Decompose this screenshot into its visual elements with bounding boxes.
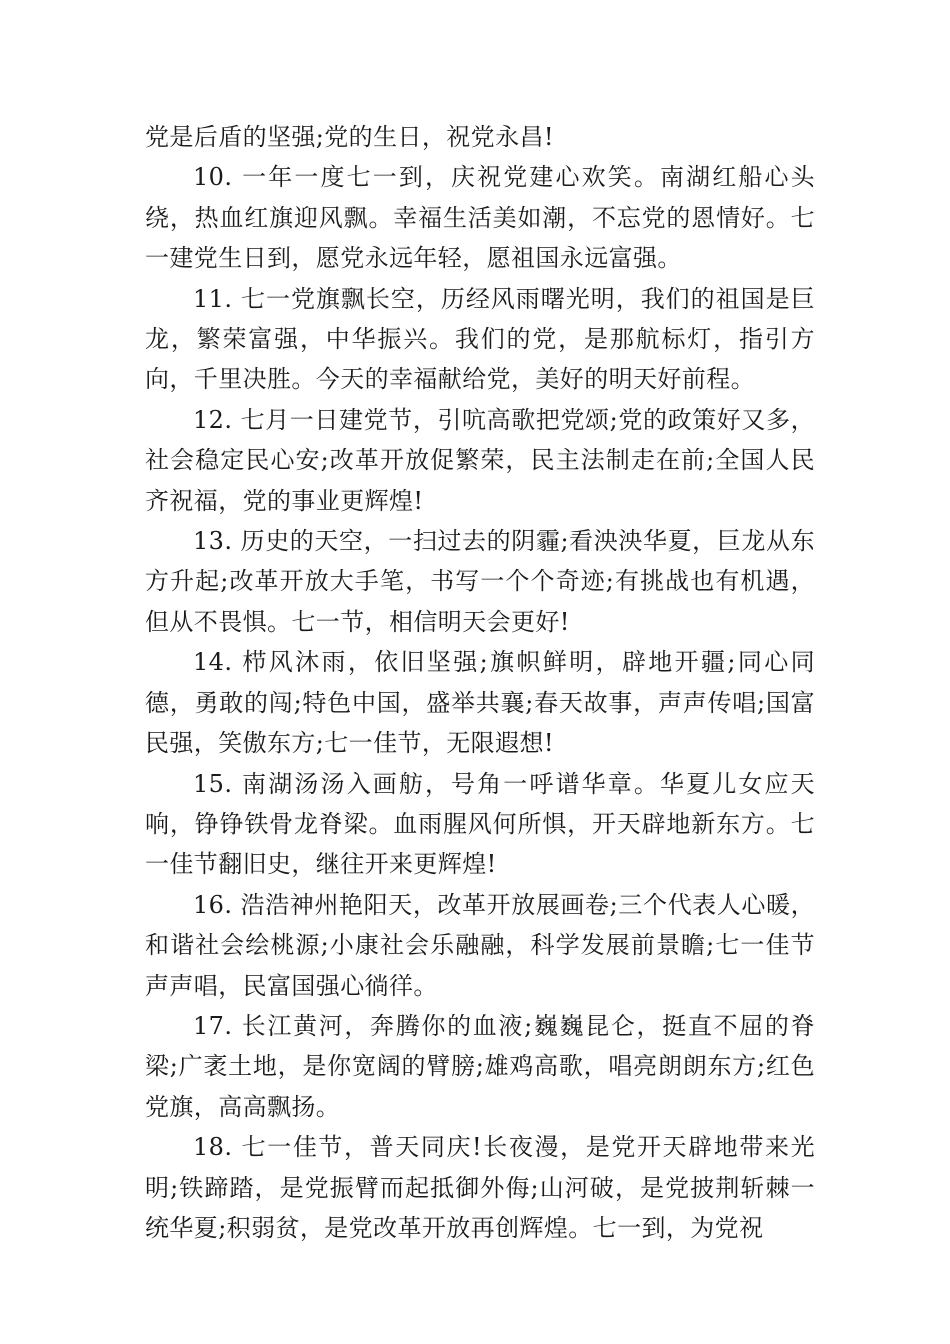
paragraph-13: 13. 历史的天空，一扫过去的阴霾;看泱泱华夏，巨龙从东方升起;改革开放大手笔，书写一个个奇迹;有挑战也有机遇，但从不畏惧。七一节，相信明天会更好! — [145, 527, 815, 636]
paragraph-continuation: 党是后盾的坚强;党的生日，祝党永昌! — [145, 123, 554, 151]
paragraph-10: 10. 一年一度七一到，庆祝党建心欢笑。南湖红船心头绕，热血红旗迎风飘。幸福生活美如潮，不忘党的恩情好。七一建党生日到，愿党永远年轻，愿祖国永远富强。 — [145, 163, 815, 273]
paragraph-17: 17. 长江黄河，奔腾你的血液;巍巍昆仑，挺直不屈的脊梁;广袤土地，是你宽阔的臂膀;雄鸡高歌，唱亮朗朗东方;红色党旗，高高飘扬。 — [145, 1011, 815, 1121]
paragraph-15: 15. 南湖汤汤入画舫，号角一呼谱华章。华夏儿女应天响，铮铮铁骨龙脊梁。血雨腥风何所惧，开天辟地新东方。七一佳节翻旧史，继往开来更辉煌! — [145, 769, 815, 879]
paragraph-12: 12. 七月一日建党节，引吭高歌把党颂;党的政策好又多，社会稳定民心安;改革开放促繁荣，民主法制走在前;全国人民齐祝福，党的事业更辉煌! — [145, 405, 815, 515]
paragraph-18: 18. 七一佳节，普天同庆!长夜漫，是党开天辟地带来光明;铁蹄踏，是党振臂而起抵御外侮;山河破，是党披荆斩棘一统华夏;积弱贫，是党改革开放再创辉煌。七一到，为党祝 — [145, 1133, 815, 1242]
paragraph-16: 16. 浩浩神州艳阳天，改革开放展画卷;三个代表人心暖，和谐社会绘桃源;小康社会乐融融，科学发展前景瞻;七一佳节声声唱，民富国强心徜徉。 — [145, 890, 815, 1000]
document-body — [145, 117, 815, 1248]
paragraph-14: 14. 栉风沐雨，依旧坚强;旗帜鲜明，辟地开疆;同心同德，勇敢的闯;特色中国，盛举共襄;春天故事，声声传唱;国富民强，笑傲东方;七一佳节，无限遐想! — [145, 648, 815, 758]
paragraph-11: 11. 七一党旗飘长空，历经风雨曙光明，我们的祖国是巨龙，繁荣富强，中华振兴。我们的党，是那航标灯，指引方向，千里决胜。今天的幸福献给党，美好的明天好前程。 — [145, 284, 815, 394]
